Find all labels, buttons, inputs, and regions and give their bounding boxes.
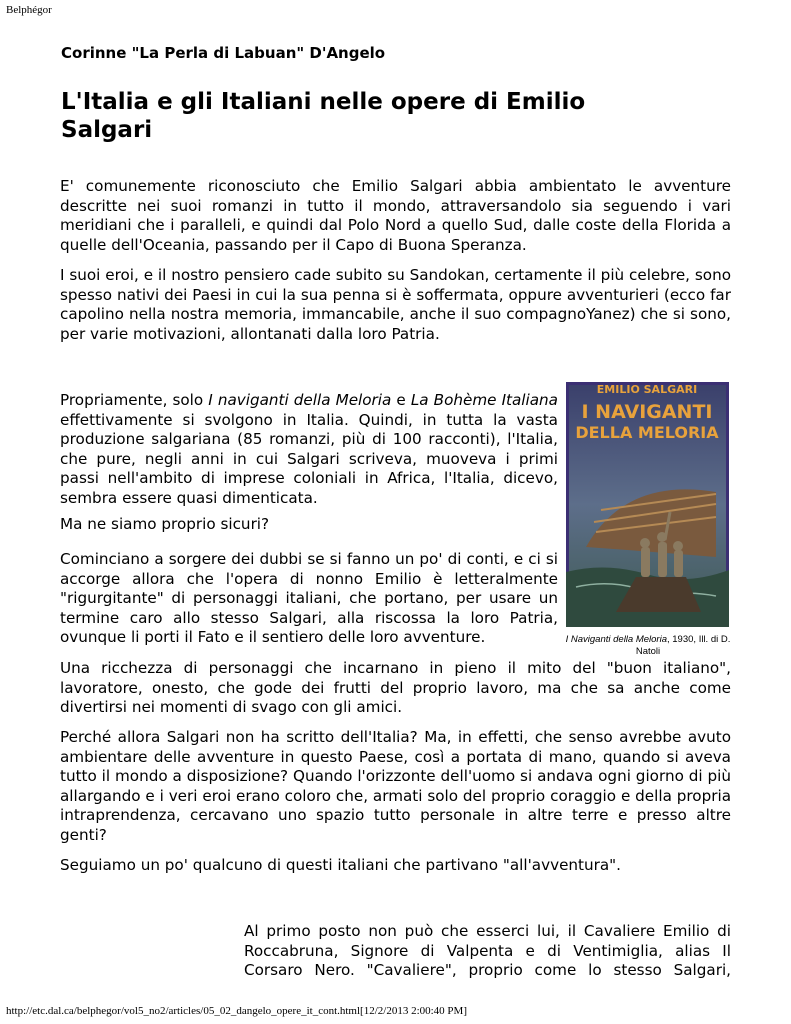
caption-details: , 1930, Ill. di D. Natoli — [635, 634, 731, 657]
figure-caption — [556, 634, 740, 658]
article-title: L'Italia e gli Italiani nelle opere di Emilio Salgari — [61, 89, 586, 143]
paragraph-3-text-c: effettivamente si svolgono in Italia. Quindi, in tutta la vasta produzione salgariana (85 romanzi, più di 100 racconti), l'Italia, che pure, negli anni in cui Salgari scriveva, muoveva i primi passi nell'ambito di imprese coloniali in Africa, l'Italia, dicevo, sembra essere quasi dimenticata. — [60, 410, 558, 507]
paragraph-1: E' comunemente riconosciuto che Emilio Salgari abbia ambientato le avventure descritte nei suoi romanzi in tutto il mondo, attraversandolo sia seguendo i vari meridiani che i paralleli, e quindi dal Polo Nord a quello Sud, dalle coste della Florida a quelle dell'Oceania, passando per il Capo di Buona Speranza. — [60, 177, 731, 254]
page-footer-url: http://etc.dal.ca/belphegor/vol5_no2/articles/05_02_dangelo_opere_it_cont.html[12/2/2013 2:00:40 PM] — [6, 1005, 467, 1017]
paragraph-3-text-a: Propriamente, solo — [60, 391, 209, 409]
paragraph-4: Ma ne siamo proprio sicuri? — [60, 515, 270, 533]
article-author: Corinne "La Perla di Labuan" D'Angelo — [61, 44, 386, 62]
paragraph-6: Una ricchezza di personaggi che incarnano in pieno il mito del "buon italiano", lavoratore, onesto, che gode dei frutti del proprio lavoro, ma che sa anche come divertirsi nei momenti di svago con gli amici. — [60, 659, 731, 716]
paragraph-5: Cominciano a sorgere dei dubbi se si fanno un po' di conti, e ci si accorge allora che l'opera di nonno Emilio è letteralmente "rigurgitante" di personaggi italiani, che portano, per usare un termine caro allo stesso Salgari, alla riscossa la loro Patria, ovunque li porti il Fato e il sentiero delle loro avventure. — [60, 550, 558, 646]
paragraph-8: Seguiamo un po' qualcuno di questi italiani che partivano "all'avventura". — [60, 856, 621, 874]
book-cover-image — [566, 382, 729, 627]
paragraph-7: Perché allora Salgari non ha scritto dell'Italia? Ma, in effetti, che senso avrebbe avuto ambientare delle avventure in questo Paese, così a portata di mano, quando si aveva tutto il mondo a disposizione? Quando l'orizzonte dell'uomo si andava ogni giorno di più allargando e i veri eroi erano coloro che, armati solo del proprio coraggio e della propria intraprendenza, cercavano uno spazio tutto personale in altre terre e presso altre genti? — [60, 728, 731, 844]
paragraph-2: I suoi eroi, e il nostro pensiero cade subito su Sandokan, certamente il più celebre, sono spesso nativi dei Paesi in cui la sua penna si è soffermata, oppure avventurieri (ecco far capolino nella nostra memoria, immancabile, anche il suo compagnoYanez) che si sono, per varie motivazioni, allontanati dalla loro Patria. — [60, 266, 731, 343]
paragraph-3-text-b: e — [391, 391, 411, 409]
page-header: Belphégor — [6, 4, 52, 16]
book-title-naviganti: I naviganti della Meloria — [208, 391, 392, 409]
cover-author: EMILIO SALGARI — [596, 383, 698, 396]
cover-title-line1: I NAVIGANTI — [581, 401, 713, 423]
paragraph-9: Al primo posto non può che esserci lui, il Cavaliere Emilio di Roccabruna, Signore di Valpenta e di Ventimiglia, alias Il Corsaro Nero. "Cavaliere", proprio come lo stesso Salgari, — [244, 922, 731, 979]
caption-book-title: I Naviganti della Meloria — [565, 634, 667, 645]
cover-title-line2: DELLA MELORIA — [575, 423, 719, 442]
book-title-boheme: La Bohème Italiana — [410, 391, 558, 409]
paragraph-3 — [60, 391, 558, 508]
